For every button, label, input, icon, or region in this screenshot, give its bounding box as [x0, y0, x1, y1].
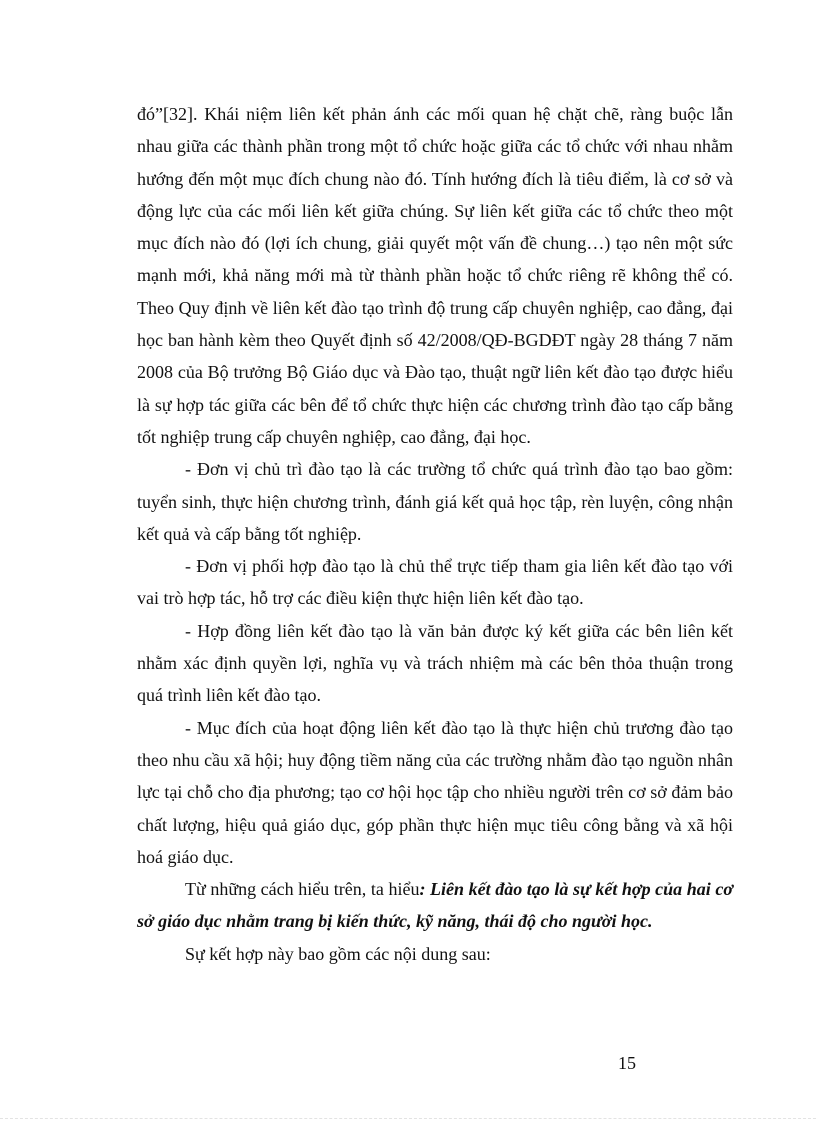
paragraph-content-intro: Sự kết hợp này bao gồm các nội dung sau: — [185, 943, 491, 964]
paragraph-lead-unit: - Đơn vị chủ trì đào tạo là các trường tổ chức quá trình đào tạo bao gồm: tuyển sinh, thực hiện chương trình, đánh giá kết quả học tập, rèn luyện, công nhận kết quả và cấp bằng tốt nghiệp. — [137, 459, 733, 544]
paragraph-partner-unit: - Đơn vị phối hợp đào tạo là chủ thể trực tiếp tham gia liên kết đào tạo với vai trò hợp tác, hỗ trợ các điều kiện thực hiện liên kết đào tạo. — [137, 556, 733, 609]
page-number: 15 — [618, 1053, 636, 1073]
conclusion-lead: Từ những cách hiểu trên, ta hiểu — [185, 879, 420, 900]
paragraph-conclusion — [137, 873, 733, 938]
paragraph-training-contract: - Hợp đồng liên kết đào tạo là văn bản được ký kết giữa các bên liên kết nhằm xác định quyền lợi, nghĩa vụ và trách nhiệm mà các bên thỏa thuận trong quá trình liên kết đào tạo. — [137, 620, 733, 706]
paragraph-concept-definition: đó”[32]. Khái niệm liên kết phản ánh các mối quan hệ chặt chẽ, ràng buộc lẫn nhau giữa các thành phần trong một tổ chức hoặc giữa các tổ chức với nhau nhằm hướng đến một mục đích chung nào đó. Tính hướng đích là tiêu điểm, là cơ sở và động lực của các mối liên kết giữa chúng. Sự liên kết giữa các tổ chức theo một mục đích nào đó (lợi ích chung, giải quyết một vấn đề chung…) tạo nên một sức mạnh mới, khả năng mới mà từ thành phần hoặc tổ chức riêng rẽ không thể có. Theo Quy định về liên kết đào tạo trình độ trung cấp chuyên nghiệp, cao đẳng, đại học ban hành kèm theo Quyết định số 42/2008/QĐ-BGDĐT ngày 28 tháng 7 năm 2008 của Bộ trưởng Bộ Giáo dục và Đào tạo, thuật ngữ liên kết đào tạo được hiểu là sự hợp tác giữa các bên để tổ chức thực hiện các chương trình đào tạo cấp bằng tốt nghiệp trung cấp chuyên nghiệp, cao đẳng, đại học. — [137, 104, 733, 447]
page-bottom-divider — [0, 1118, 816, 1119]
body-text — [137, 98, 733, 970]
paragraph-purpose: - Mục đích của hoạt động liên kết đào tạo là thực hiện chủ trương đào tạo theo nhu cầu xã hội; huy động tiềm năng của các trường nhằm đào tạo nguồn nhân lực tại chỗ cho địa phương; tạo cơ hội học tập cho nhiều người trên cơ sở đảm bảo chất lượng, hiệu quả giáo dục, góp phần thực hiện mục tiêu công bằng và xã hội hoá giáo dục. — [137, 717, 733, 867]
conclusion-definition-emphasis: : Liên kết đào tạo là sự kết hợp của hai cơ sở giáo dục nhằm trang bị kiến thức, kỹ năng, thái độ cho người học. — [137, 879, 733, 932]
